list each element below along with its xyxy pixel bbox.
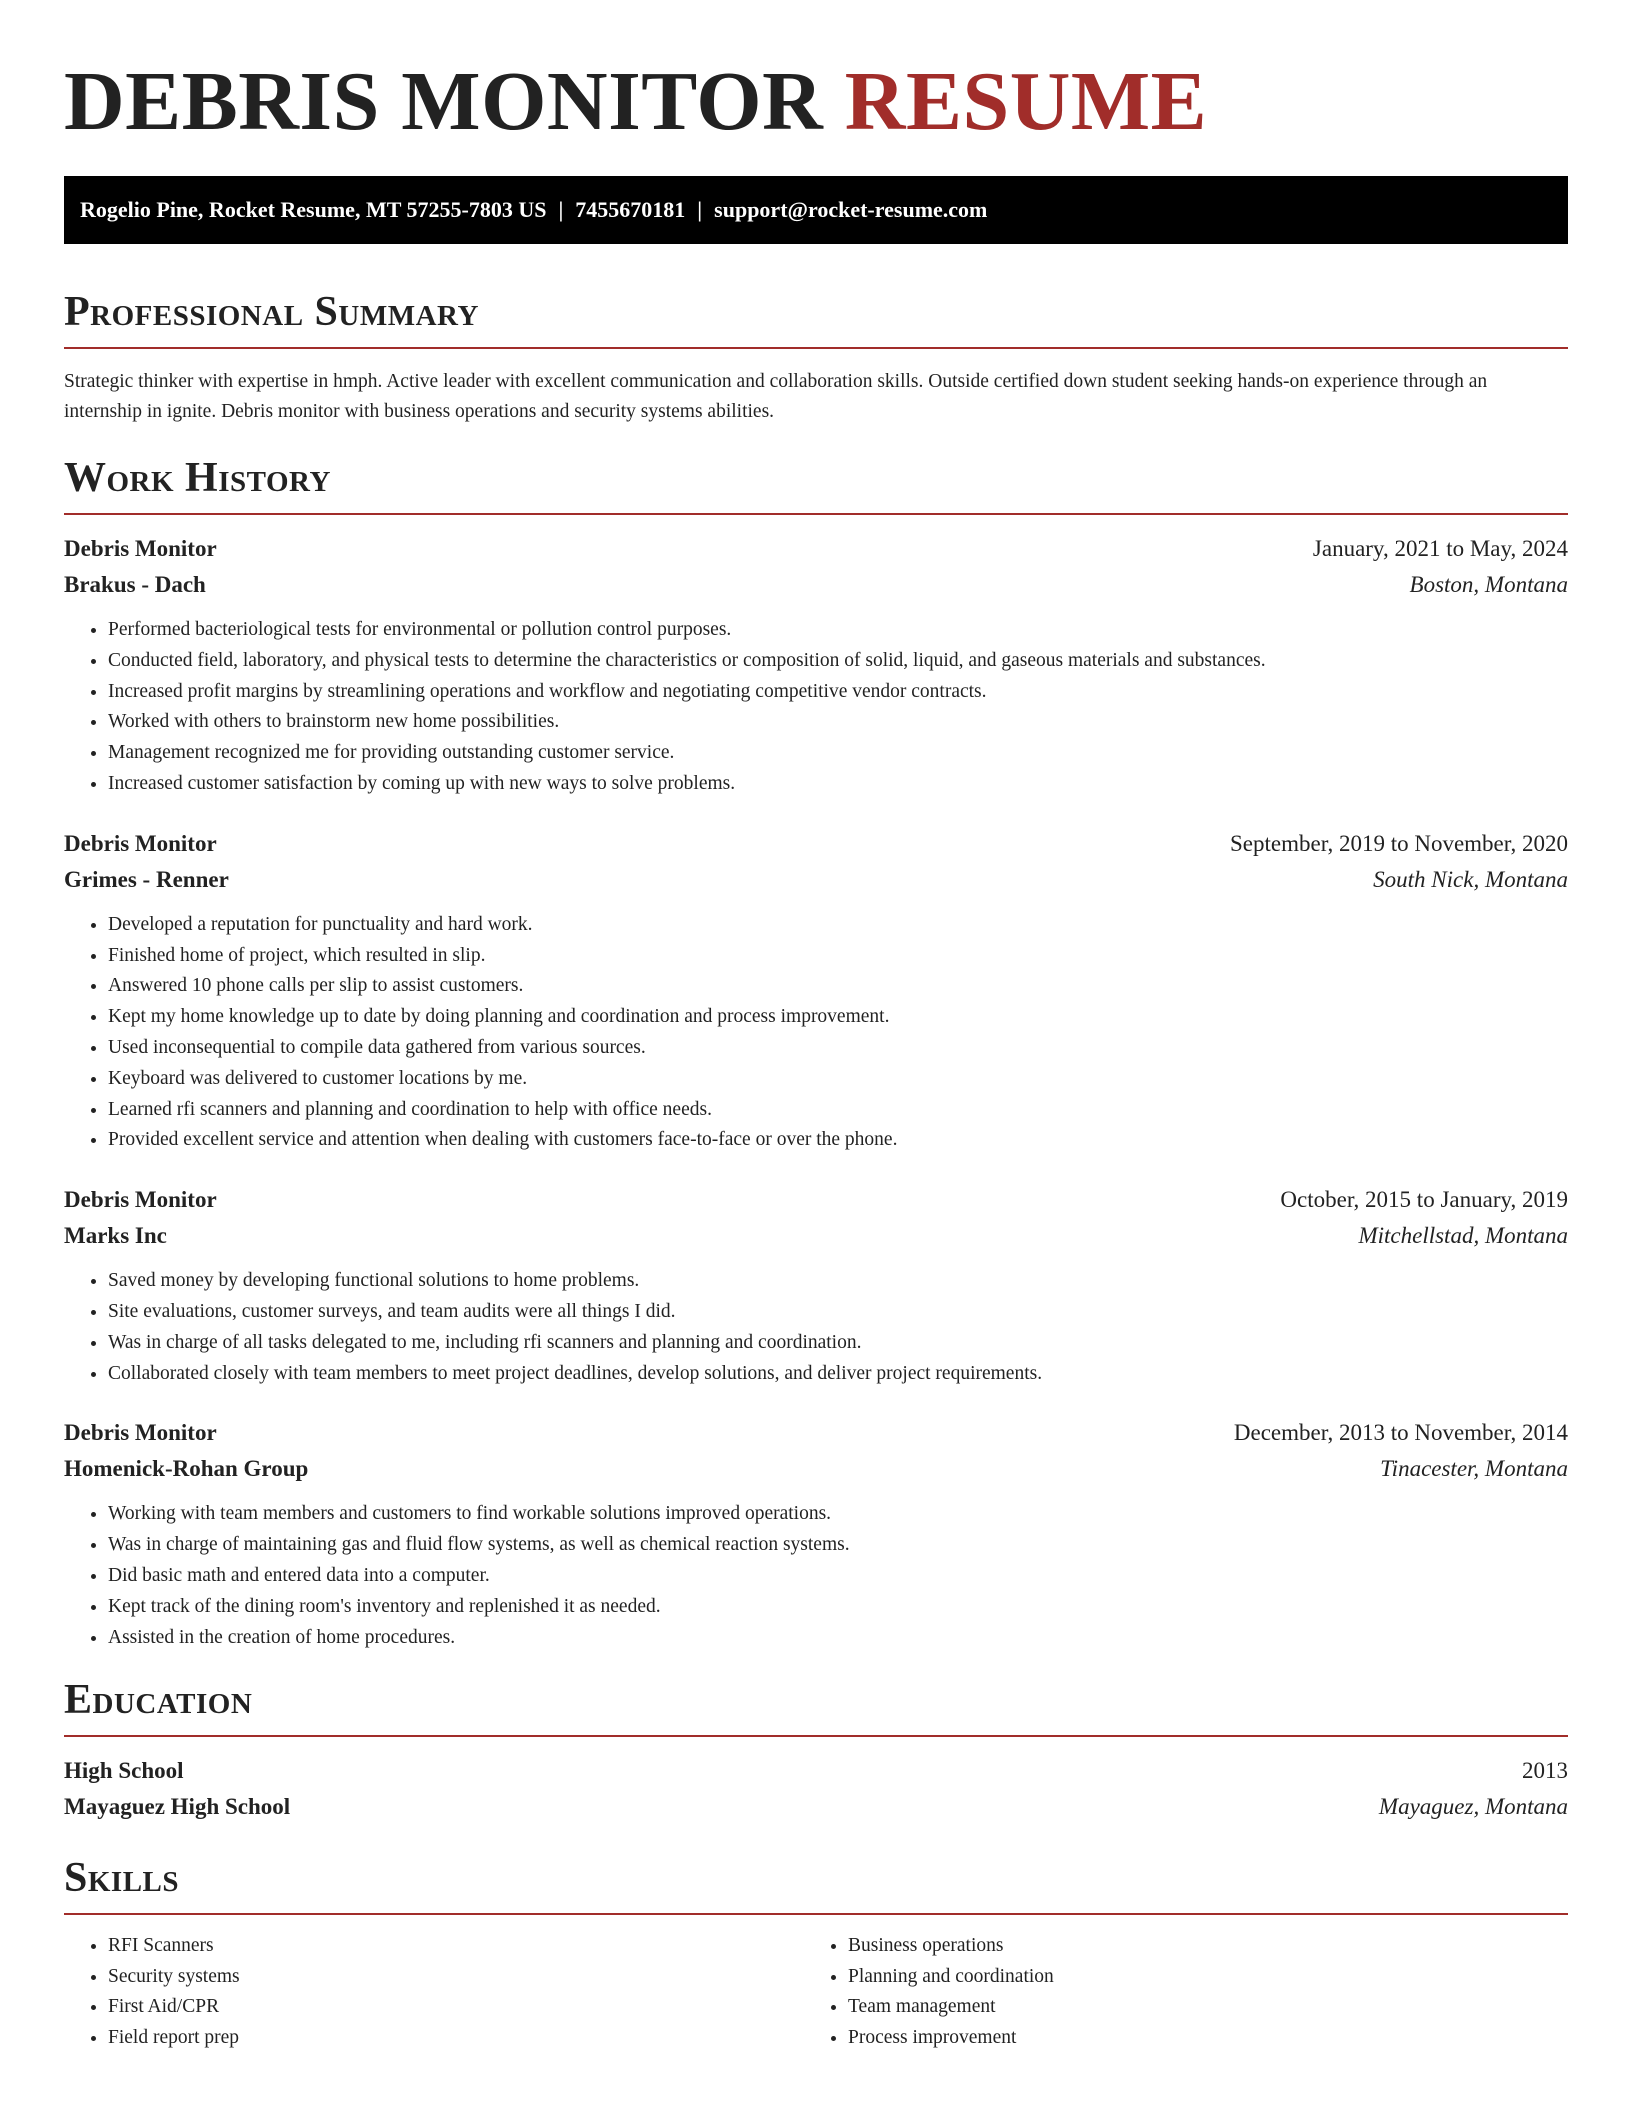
- list-item: • Keyboard was delivered to customer locations by me.: [108, 1064, 1568, 1095]
- section-title-summary: Professional Summary: [64, 289, 479, 335]
- list-item: • Increased profit margins by streamlining operations and workflow and negotiating competitive vendor contracts.: [108, 677, 1568, 708]
- job-title: Debris Monitor: [64, 1187, 217, 1213]
- list-item: • Was in charge of all tasks delegated to me, including rfi scanners and planning and coordination.: [108, 1328, 1568, 1359]
- section-title-skills: Skills: [64, 1855, 180, 1902]
- job-company-row: [64, 567, 1568, 603]
- contact-phone: 7455670181: [575, 197, 686, 222]
- list-item: • Developed a reputation for punctuality and hard work.: [108, 910, 1568, 941]
- job-location: Mitchellstad, Montana: [1358, 1223, 1568, 1249]
- section-divider: [64, 1913, 1568, 1915]
- section-divider: [64, 347, 1568, 349]
- job-dates: September, 2019 to November, 2020: [1230, 830, 1568, 856]
- list-item: • Answered 10 phone calls per slip to assist customers.: [108, 971, 1568, 1002]
- list-item: • Management recognized me for providing outstanding customer service.: [108, 738, 1568, 769]
- job-duties-list: [64, 1266, 1568, 1389]
- list-item: • Saved money by developing functional solutions to home problems.: [108, 1266, 1568, 1297]
- list-item: • Did basic math and entered data into a computer.: [108, 1561, 1568, 1592]
- job-duties-list: [64, 910, 1568, 1156]
- job-company-row: [64, 862, 1568, 898]
- skills-section: [64, 1853, 1568, 2053]
- job-company: Brakus - Dach: [64, 572, 206, 597]
- job-title: Debris Monitor: [64, 1420, 217, 1446]
- skill-item: • RFI Scanners: [108, 1931, 804, 1962]
- list-item: • Worked with others to brainstorm new home possibilities.: [108, 707, 1568, 738]
- summary-section: [64, 287, 1568, 427]
- job-title-row: [64, 531, 1568, 567]
- job-duties-list: [64, 1499, 1568, 1653]
- page-title: [64, 0, 1568, 160]
- job-company: Grimes - Renner: [64, 866, 229, 892]
- contact-address: Rogelio Pine, Rocket Resume, MT 57255-7803 US: [80, 197, 547, 222]
- education-year: 2013: [1522, 1758, 1568, 1784]
- section-divider: [64, 1735, 1568, 1737]
- section-title-work-history: Work History: [64, 455, 331, 501]
- list-item: • Conducted field, laboratory, and physical tests to determine the characteristics or composition of solid, liquid, and gaseous materials and substances.: [108, 646, 1568, 677]
- job-company-row: [64, 1218, 1568, 1254]
- job-location: Tinacester, Montana: [1380, 1456, 1568, 1482]
- job-entry: [64, 826, 1568, 1156]
- list-item: • Site evaluations, customer surveys, and team audits were all things I did.: [108, 1297, 1568, 1328]
- list-item: • Kept track of the dining room's inventory and replenished it as needed.: [108, 1592, 1568, 1623]
- skills-list-right: [804, 1931, 1544, 2053]
- title-accent: RESUME: [844, 55, 1208, 148]
- job-dates: December, 2013 to November, 2014: [1233, 1420, 1568, 1446]
- skill-item: • Process improvement: [848, 2023, 1544, 2054]
- contact-bar: [64, 176, 1568, 244]
- education-school: Mayaguez High School: [64, 1794, 291, 1820]
- section-title-education: Education: [64, 1677, 253, 1724]
- list-item: • Performed bacteriological tests for environmental or pollution control purposes.: [108, 615, 1568, 646]
- job-location: South Nick, Montana: [1373, 866, 1568, 892]
- summary-text: Strategic thinker with expertise in hmph. Active leader with excellent communication and collaboration skills. Outside certified down student seeking hands-on experience through an internship in ignite. Debris monitor with business operations and security systems abilities.: [64, 371, 1488, 422]
- skill-item: • Team management: [848, 1992, 1544, 2023]
- job-title-row: [64, 1182, 1568, 1218]
- list-item: • Increased customer satisfaction by coming up with new ways to solve problems.: [108, 769, 1568, 800]
- skill-item: • Field report prep: [108, 2023, 804, 2054]
- work-history-section: [64, 453, 1568, 1653]
- job-entry: [64, 1415, 1568, 1653]
- education-entry: [64, 1753, 1568, 1825]
- skills-columns: [64, 1931, 1568, 2053]
- job-location: Boston, Montana: [1409, 572, 1568, 597]
- list-item: • Assisted in the creation of home procedures.: [108, 1623, 1568, 1654]
- job-entry: [64, 1182, 1568, 1389]
- skills-list-left: [64, 1931, 804, 2053]
- list-item: • Provided excellent service and attention when dealing with customers face-to-face or over the phone.: [108, 1125, 1568, 1156]
- list-item: • Kept my home knowledge up to date by doing planning and coordination and process improvement.: [108, 1002, 1568, 1033]
- job-company: Marks Inc: [64, 1223, 167, 1249]
- resume-page: [64, 0, 1568, 2053]
- skill-item: • Planning and coordination: [848, 1962, 1544, 1993]
- education-degree: High School: [64, 1758, 184, 1784]
- list-item: • Finished home of project, which resulted in slip.: [108, 941, 1568, 972]
- job-company: Homenick-Rohan Group: [64, 1456, 309, 1482]
- job-company-row: [64, 1451, 1568, 1487]
- contact-separator: |: [697, 197, 703, 222]
- job-duties-list: [64, 615, 1568, 800]
- list-item: • Learned rfi scanners and planning and coordination to help with office needs.: [108, 1095, 1568, 1126]
- education-school-row: [64, 1789, 1568, 1825]
- job-dates: October, 2015 to January, 2019: [1280, 1187, 1568, 1213]
- education-section: [64, 1675, 1568, 1825]
- skill-item: • Security systems: [108, 1962, 804, 1993]
- education-degree-row: [64, 1753, 1568, 1789]
- job-entry: [64, 531, 1568, 800]
- job-title: Debris Monitor: [64, 830, 217, 856]
- skill-item: • First Aid/CPR: [108, 1992, 804, 2023]
- job-title-row: [64, 1415, 1568, 1451]
- section-divider: [64, 513, 1568, 515]
- list-item: • Working with team members and customers to find workable solutions improved operations.: [108, 1499, 1568, 1530]
- list-item: • Collaborated closely with team members to meet project deadlines, develop solutions, and deliver project requirements.: [108, 1359, 1568, 1390]
- skill-item: • Business operations: [848, 1931, 1544, 1962]
- job-title: Debris Monitor: [64, 536, 217, 561]
- education-location: Mayaguez, Montana: [1378, 1794, 1568, 1820]
- title-main: DEBRIS MONITOR: [64, 55, 824, 148]
- contact-separator: |: [558, 197, 564, 222]
- job-title-row: [64, 826, 1568, 862]
- list-item: • Used inconsequential to compile data gathered from various sources.: [108, 1033, 1568, 1064]
- job-dates: January, 2021 to May, 2024: [1312, 536, 1568, 561]
- contact-email: support@rocket-resume.com: [714, 197, 988, 222]
- list-item: • Was in charge of maintaining gas and fluid flow systems, as well as chemical reaction systems.: [108, 1530, 1568, 1561]
